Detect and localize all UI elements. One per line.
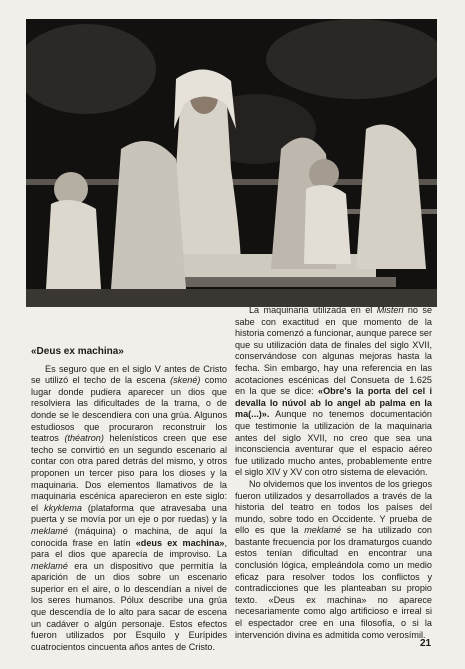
right-paragraph-2 <box>235 479 432 641</box>
text-run: (máquina) o machina, de aquí la conocida frase en latín <box>31 525 227 548</box>
text-run: era un dispositivo que permitía la aparición de un dios sobre un escenario superior en el aire, o lo descendían a nivel de los seres humanos. Pólux describe una grúa que descendía de lo alto para sacar de escena un cadáver o algún personaje. Estos efectos fueron utilizados por Esquilo y Eurípides cuatrocientos cincuenta años antes de Cristo. <box>31 560 227 652</box>
section-heading: «Deus ex machina» <box>31 346 124 357</box>
text-run: «Obre's la porta del cel i devalla lo núvol ab lo angel ab palma en la ma(...)». <box>235 386 433 420</box>
text-run: «deus ex machina» <box>135 537 225 548</box>
photo-icon <box>26 19 437 307</box>
text-run: Misteri <box>376 305 404 315</box>
text-run: helenísticos creen que ese techo se convirtió en un segundo escenario al contar con otra pared detrás del mismo, y otros proponen un tercer piso para los dioses y la maquinaria. Dos elementos llamativos de la maquinaria escénica aparecieron en este siglo: el <box>31 433 227 513</box>
text-run: (plataforma que atravesaba una puerta y se movía por un eje o por ruedas) y la <box>31 502 227 525</box>
text-run: meklamé <box>304 525 342 536</box>
text-run: La maquinaria utilizada en el <box>249 305 377 315</box>
left-paragraph-1 <box>31 364 227 654</box>
text-run: como lugar donde pudiera aparecer un dios que resolviera las dificultades de la trama, o de donde se le descendiera con una grúa. Algunos estudiosos que procuraron reconstruir los teatros <box>31 375 227 444</box>
text-run: Es seguro que en el siglo V antes de Cristo se utilizó el techo de la escena <box>31 363 227 386</box>
text-run: No olvidemos que los inventos de los griegos fueron utilizados y desarrollados a través de la historia del teatro en todos los países del mundo, sobre todo en Occidente. Y prueba de ello es que la <box>235 478 432 536</box>
text-run: se ha utilizado con bastante frecuencia por los dramaturgos cuando estos tenían dificultad en encontrar una conclusión lógica, empleándola como un medio eficaz para resolver todos los conflictos y contradicciones que les planteaban su propio texto. «Deus ex machina» no aparece necesariamente como algo artificioso e irreal si el espectador cree en una filosofía, o si la intervención divina es admitida como verosímil. <box>235 525 432 640</box>
text-run: no se sabe con exactitud en que momento de la historia comenzó a funcionar, aunque parece ser que su utilización data de finales del siglo XVII, conservándose con algunas mejoras hasta la fecha. Sin embargo, hay una referencia en las acotaciones escénicas del Consueta de 1.625 en la que se dice: <box>235 305 432 397</box>
text-run: , para el dios que aparecía de improviso. La <box>31 537 227 560</box>
left-column <box>31 346 227 653</box>
text-run: meklamé <box>31 560 68 571</box>
text-run: (théatron) <box>64 433 104 444</box>
right-paragraph-1 <box>235 305 432 479</box>
text-run: Aunque no tenemos documentación que testimonie la utilización de la maquinaria antes del siglo XVII, no creo que sea una inconsciencia aventurar que el espacio aéreo fue utilizado mucho antes, probablemente entre el siglo XIV y XV con otro sistema de elevación. <box>235 409 432 478</box>
theatre-photo <box>26 19 437 307</box>
text-run: (skené) <box>170 375 201 386</box>
page-number: 21 <box>420 638 432 649</box>
text-run: meklamé <box>31 525 68 536</box>
text-run: kkyklema <box>44 502 82 513</box>
right-column <box>235 305 432 641</box>
